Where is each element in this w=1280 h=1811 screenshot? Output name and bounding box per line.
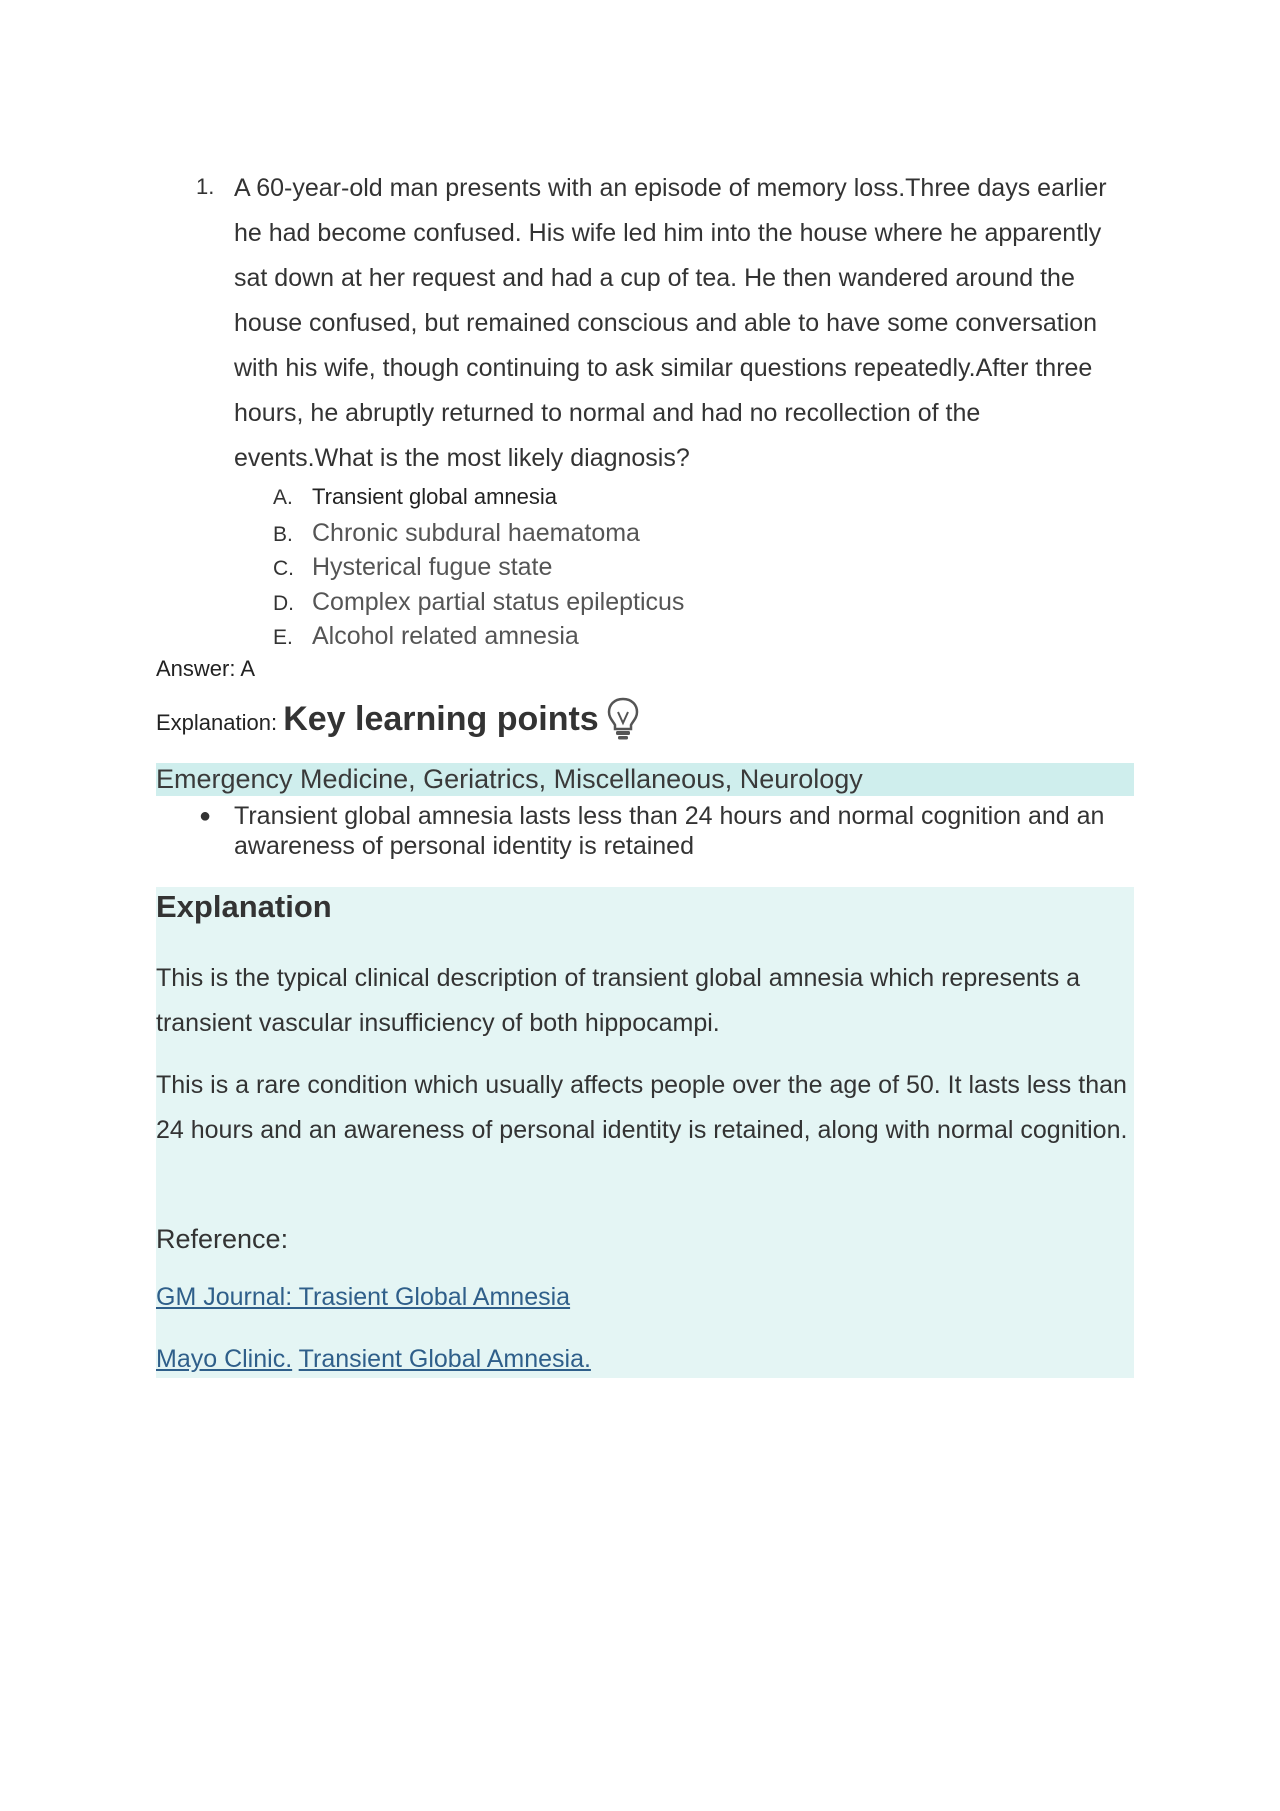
- gm-journal-link[interactable]: GM Journal: Trasient Global Amnesia: [156, 1283, 571, 1311]
- explanation-prefix: Explanation:: [156, 710, 284, 735]
- key-learning-header: [156, 700, 641, 747]
- option-text: Complex partial status epilepticus: [312, 587, 685, 616]
- explanation-section: [156, 887, 1134, 1378]
- explanation-heading: Explanation: [156, 889, 332, 924]
- option-letter: E.: [273, 626, 293, 649]
- option-b: [273, 519, 1073, 554]
- option-text: Transient global amnesia: [312, 484, 557, 509]
- option-text: Chronic subdural haematoma: [312, 518, 640, 547]
- reference-label: Reference:: [156, 1224, 289, 1254]
- list-item: [156, 801, 1124, 861]
- option-letter: B.: [273, 522, 293, 546]
- key-learning-title: Key learning points: [283, 700, 599, 738]
- option-letter: D.: [273, 591, 294, 615]
- question-text: A 60-year-old man presents with an episode of memory loss.Three days earlier he had become confused. His wife led him into the house where he apparently sat down at her request and had a cup of tea. He then wandered around the house confused, but remained conscious and able to have some conversation with his wife, though continuing to ask similar questions repeatedly.After three hours, he abruptly returned to normal and had no recollection of the events.What is the most likely diagnosis?: [234, 174, 1107, 472]
- explanation-paragraph: This is the typical clinical description of transient global amnesia which represents a transient vascular insufficiency of both hippocampi.: [156, 964, 1081, 1037]
- key-learning-bullets: [156, 801, 1134, 861]
- option-c: [273, 553, 1073, 588]
- answer-line: Answer: A: [156, 656, 256, 681]
- bullet-text: Transient global amnesia lasts less than 24 hours and normal cognition and an awareness of personal identity is retained: [234, 802, 1105, 860]
- lightbulb-icon: [605, 696, 641, 747]
- mayo-reference: [156, 1345, 591, 1374]
- option-letter: A.: [273, 486, 293, 509]
- mayo-article-link[interactable]: Transient Global Amnesia.: [298, 1345, 591, 1373]
- question-number: 1.: [196, 174, 215, 199]
- answer-options: [273, 484, 1073, 657]
- explanation-paragraph: This is a rare condition which usually affects people over the age of 50. It lasts less than 24 hours and an awareness of personal identity is retained, along with normal cognition.: [156, 1071, 1128, 1144]
- category-tags: Emergency Medicine, Geriatrics, Miscellaneous, Neurology: [156, 763, 1134, 796]
- option-d: [273, 588, 1073, 623]
- option-letter: C.: [273, 557, 294, 580]
- mayo-clinic-link[interactable]: Mayo Clinic.: [156, 1345, 293, 1373]
- question-block: [156, 166, 1134, 481]
- option-e: [273, 622, 1073, 657]
- option-text: Alcohol related amnesia: [312, 622, 579, 650]
- bullet-icon: ●: [199, 805, 212, 827]
- option-a: [273, 484, 1073, 519]
- option-text: Hysterical fugue state: [312, 553, 553, 581]
